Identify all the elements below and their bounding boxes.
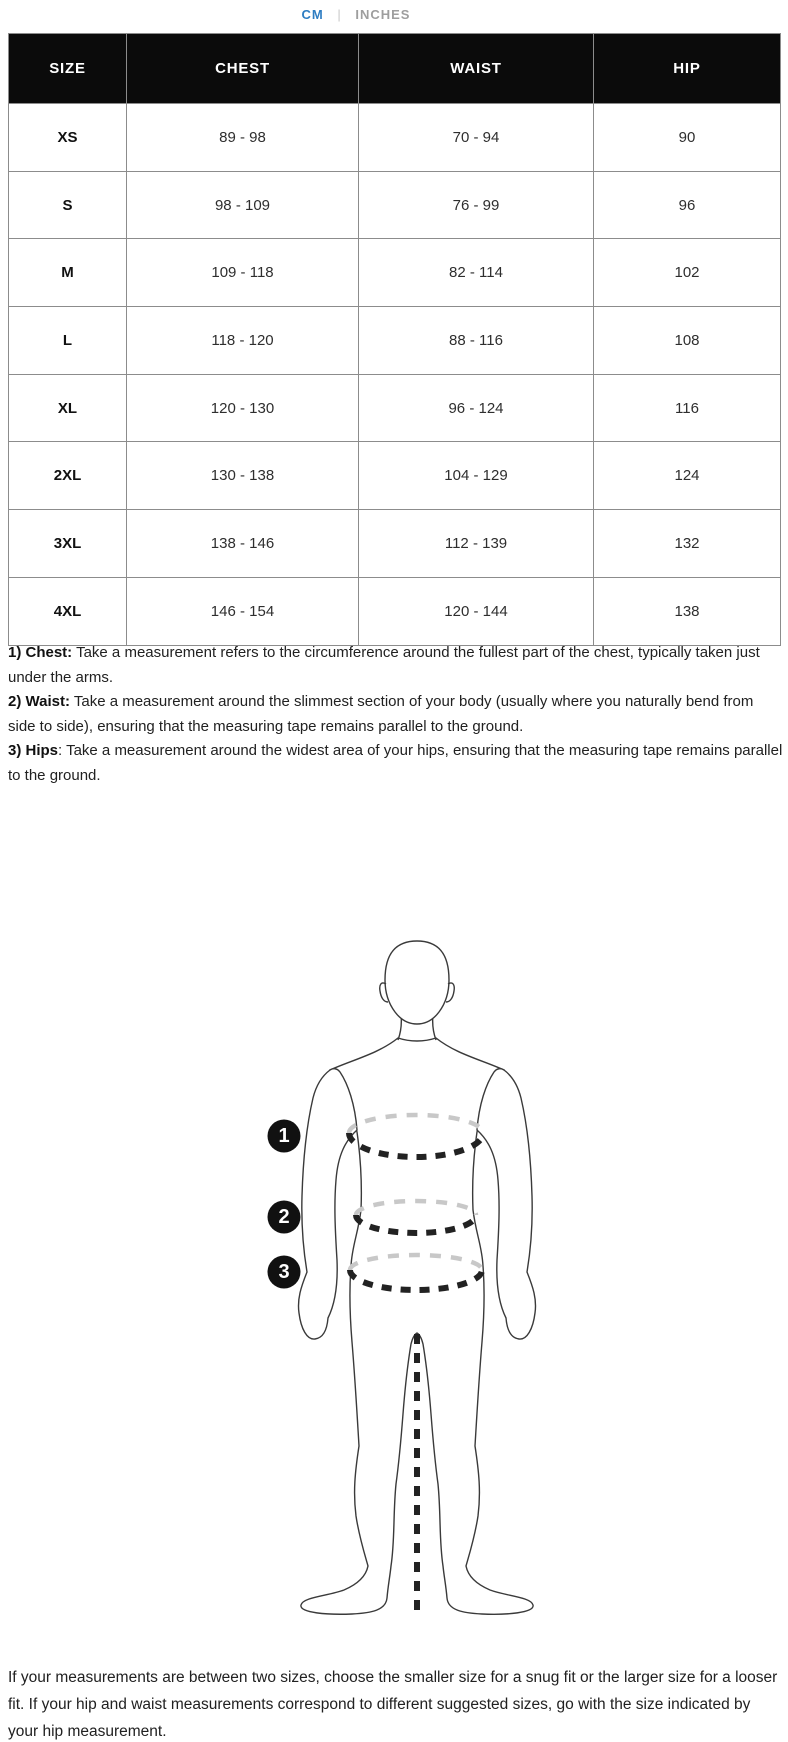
marker-3-number: 3 <box>278 1261 290 1283</box>
hip-value-cell: 116 <box>594 374 781 442</box>
head-outline <box>385 941 449 1024</box>
instruction-label: 2) Waist: <box>8 693 70 710</box>
tab-inches[interactable]: INCHES <box>355 7 411 22</box>
table-row <box>9 510 781 578</box>
instruction-text: Take a measurement around the slimmest section of your body (usually where you naturally bend from side to side), ensuring that the measuring tape remains parallel to the ground. <box>8 693 754 735</box>
instruction-line <box>8 739 784 788</box>
size-cell: XL <box>9 374 127 442</box>
instruction-line <box>8 690 784 739</box>
measurement-instructions <box>8 641 784 788</box>
table-header-row <box>9 34 781 104</box>
table-row <box>9 374 781 442</box>
marker-1-number: 1 <box>278 1125 290 1147</box>
table-row <box>9 307 781 375</box>
hip-value-cell: 124 <box>594 442 781 510</box>
size-chart-table <box>8 33 781 646</box>
instruction-line <box>8 641 784 690</box>
chest-value-cell: 118 - 120 <box>127 307 359 375</box>
chest-value-cell: 146 - 154 <box>127 577 359 645</box>
size-cell: 3XL <box>9 510 127 578</box>
waist-value-cell: 104 - 129 <box>359 442 594 510</box>
table-row <box>9 104 781 172</box>
hip-value-cell: 90 <box>594 104 781 172</box>
column-header-hip: HIP <box>594 34 781 104</box>
column-header-size: SIZE <box>9 34 127 104</box>
waist-value-cell: 120 - 144 <box>359 577 594 645</box>
hip-value-cell: 102 <box>594 239 781 307</box>
sizing-advice-note: If your measurements are between two sizes, choose the smaller size for a snug fit or the larger size for a looser fit. If your hip and waist measurements correspond to different suggested sizes, go with the size indicated by your hip measurement. <box>8 1669 778 1740</box>
chest-value-cell: 98 - 109 <box>127 171 359 239</box>
marker-hips <box>268 1256 301 1289</box>
waist-value-cell: 76 - 99 <box>359 171 594 239</box>
instruction-label: 1) Chest: <box>8 644 73 661</box>
size-cell: S <box>9 171 127 239</box>
chest-value-cell: 130 - 138 <box>127 442 359 510</box>
table-row <box>9 577 781 645</box>
chest-value-cell: 138 - 146 <box>127 510 359 578</box>
marker-waist <box>268 1201 301 1234</box>
table-row <box>9 442 781 510</box>
size-cell: M <box>9 239 127 307</box>
table-row <box>9 171 781 239</box>
waist-value-cell: 112 - 139 <box>359 510 594 578</box>
hip-value-cell: 138 <box>594 577 781 645</box>
tab-cm[interactable]: CM <box>301 7 324 22</box>
tab-divider: | <box>337 7 342 22</box>
column-header-waist: WAIST <box>359 34 594 104</box>
hip-value-cell: 108 <box>594 307 781 375</box>
hip-value-cell: 96 <box>594 171 781 239</box>
size-cell: XS <box>9 104 127 172</box>
chest-value-cell: 120 - 130 <box>127 374 359 442</box>
waist-value-cell: 96 - 124 <box>359 374 594 442</box>
left-arm-outline <box>298 1069 357 1339</box>
hip-value-cell: 132 <box>594 510 781 578</box>
chest-value-cell: 109 - 118 <box>127 239 359 307</box>
size-cell: 2XL <box>9 442 127 510</box>
instruction-label: 3) Hips <box>8 742 59 759</box>
marker-2-number: 2 <box>278 1206 290 1228</box>
column-header-chest: CHEST <box>127 34 359 104</box>
instruction-text: Take a measurement refers to the circumference around the fullest part of the chest, typically taken just under the arms. <box>8 644 760 686</box>
body-figure-svg <box>0 830 788 1630</box>
body-measurement-diagram <box>0 830 788 1630</box>
units-toggle <box>0 7 712 22</box>
chest-value-cell: 89 - 98 <box>127 104 359 172</box>
size-cell: 4XL <box>9 577 127 645</box>
table-row <box>9 239 781 307</box>
waist-value-cell: 70 - 94 <box>359 104 594 172</box>
marker-chest <box>268 1120 301 1153</box>
table-body <box>9 104 781 646</box>
waist-value-cell: 82 - 114 <box>359 239 594 307</box>
size-cell: L <box>9 307 127 375</box>
right-arm-outline <box>477 1069 536 1339</box>
waist-value-cell: 88 - 116 <box>359 307 594 375</box>
instruction-text: : Take a measurement around the widest area of your hips, ensuring that the measuring tape remains parallel to the ground. <box>8 742 783 784</box>
